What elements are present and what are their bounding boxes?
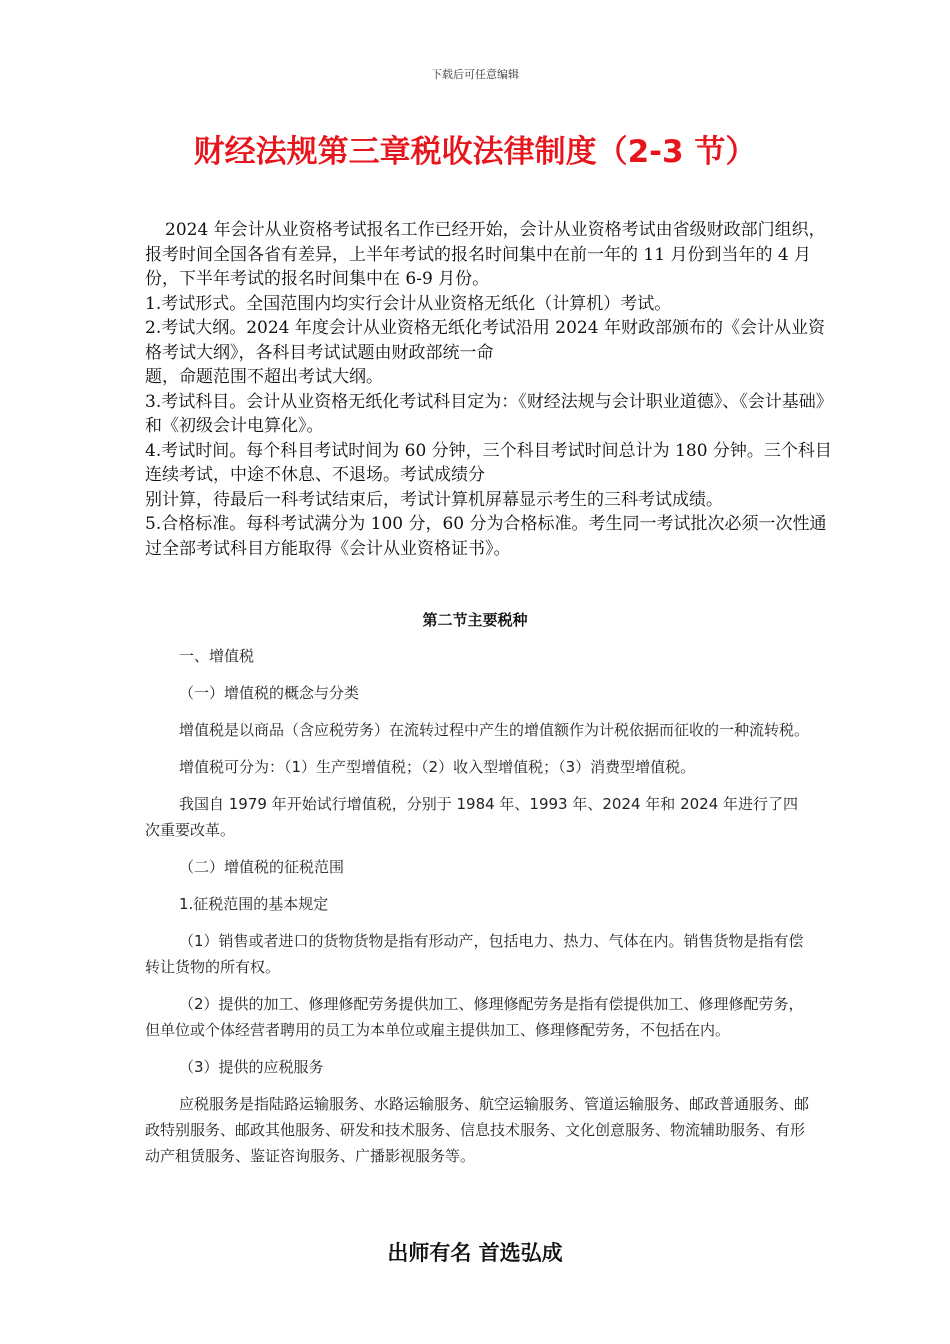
body-paragraph: 应税服务是指陆路运输服务、水路运输服务、航空运输服务、管道运输服务、邮政普通服务、邮政特别服务、邮政其他服务、研发和技术服务、信息技术服务、文化创意服务、物流辅助服务、有形动产租赁服务、鉴证咨询服务、广播影视服务等。 bbox=[145, 1095, 810, 1165]
header-note: 下载后可任意编辑 bbox=[431, 68, 519, 81]
intro-paragraph: 1.考试形式。全国范围内均实行会计从业资格无纸化（计算机）考试。 bbox=[145, 293, 672, 314]
intro-paragraph: 题，命题范围不超出考试大纲。 bbox=[145, 367, 383, 387]
body-paragraph: （2）提供的加工、修理修配劳务提供加工、修理修配劳务是指有偿提供加工、修理修配劳务，但单位或个体经营者聘用的员工为本单位或雇主提供加工、修理修配劳务，不包括在内。 bbox=[145, 995, 804, 1039]
footer-slogan: 出师有名 首选弘成 bbox=[387, 1241, 563, 1265]
intro-paragraph: 2.考试大纲。2024 年度会计从业资格无纸化考试沿用 2024 年财政部颁布的《会计从业资格考试大纲》，各科目考试试题由财政部统一命 bbox=[145, 318, 825, 363]
body-paragraph: 一、增值税 bbox=[179, 647, 255, 665]
section-body bbox=[145, 643, 810, 1180]
intro-paragraph: 3.考试科目。会计从业资格无纸化考试科目定为：《财经法规与会计职业道德》、《会计基础》和《初级会计电算化》。 bbox=[145, 391, 833, 436]
intro-paragraph: 4.考试时间。每个科目考试时间为 60 分钟，三个科目考试时间总计为 180 分钟。三个科目连续考试，中途不休息、不退场。考试成绩分 bbox=[145, 440, 832, 485]
body-paragraph: （1）销售或者进口的货物货物是指有形动产，包括电力、热力、气体在内。销售货物是指有偿转让货物的所有权。 bbox=[145, 932, 804, 976]
intro-paragraph: 5.合格标准。每科考试满分为 100 分，60 分为合格标准。考生同一考试批次必须一次性通过全部考试科目方能取得《会计从业资格证书》。 bbox=[145, 514, 827, 559]
body-paragraph: 增值税是以商品（含应税劳务）在流转过程中产生的增值额作为计税依据而征收的一种流转税。 bbox=[179, 721, 810, 739]
body-paragraph: 我国自 1979 年开始试行增值税，分别于 1984 年、1993 年、2024 年和 2024 年进行了四次重要改革。 bbox=[145, 795, 799, 839]
body-paragraph: （一）增值税的概念与分类 bbox=[179, 684, 360, 702]
intro-paragraph: 2024 年会计从业资格考试报名工作已经开始，会计从业资格考试由省级财政部门组织，报考时间全国各省有差异，上半年考试的报名时间集中在前一年的 11 月份到当年的 4 月份，下半年考试的报名时间集中在 6-9 月份。 bbox=[145, 220, 826, 289]
intro-block bbox=[145, 218, 835, 561]
body-paragraph: （3）提供的应税服务 bbox=[179, 1058, 324, 1076]
body-paragraph: 增值税可分为：（1）生产型增值税；（2）收入型增值税；（3）消费型增值税。 bbox=[179, 758, 696, 776]
body-paragraph: 1.征税范围的基本规定 bbox=[179, 895, 329, 913]
intro-paragraph: 别计算，待最后一科考试结束后，考试计算机屏幕显示考生的三科考试成绩。 bbox=[145, 489, 723, 510]
page-title: 财经法规第三章税收法律制度（2-3 节） bbox=[193, 134, 757, 170]
section-title: 第二节主要税种 bbox=[422, 611, 528, 629]
body-paragraph: （二）增值税的征税范围 bbox=[179, 858, 345, 876]
